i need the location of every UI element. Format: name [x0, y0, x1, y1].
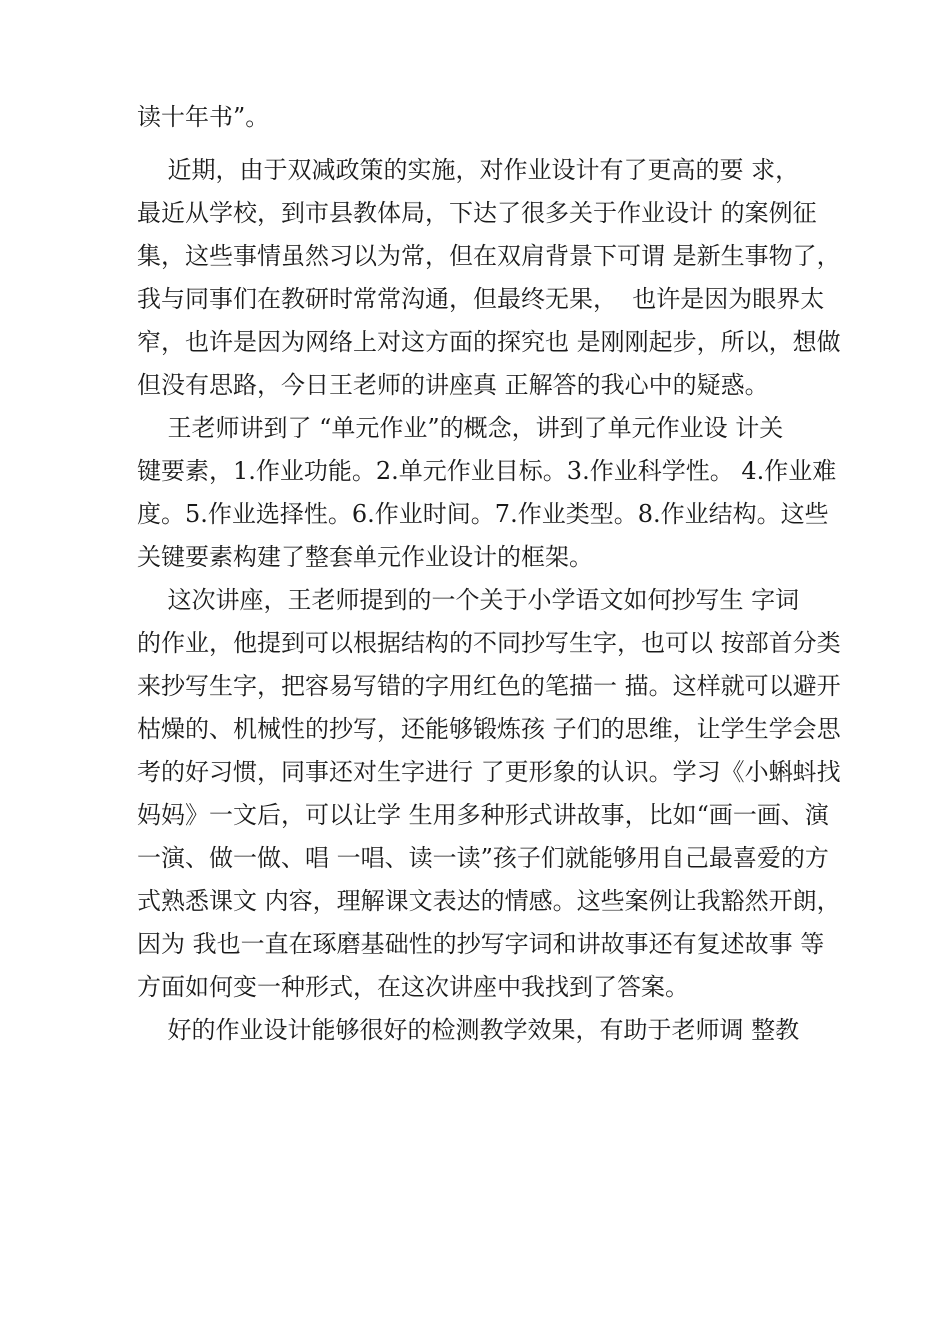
paragraph-3	[137, 407, 837, 579]
text-line: 度。5.作业选择性。6.作业时间。7.作业类型。8.作业结构。这些	[137, 500, 829, 528]
paragraph-5	[137, 1009, 837, 1052]
text-line: 最近从学校，到市县教体局，下达了很多关于作业设计 的案例征	[137, 199, 817, 227]
text-line: 集，这些事情虽然习以为常，但在双肩背景下可谓 是新生事物了，	[137, 242, 841, 270]
text-line: 妈妈》一文后，可以让学 生用多种形式讲故事，比如“画一画、演	[137, 801, 829, 829]
text-line: 的作业，他提到可以根据结构的不同抄写生字，也可以 按部首分类	[137, 629, 841, 657]
text-line: 式熟悉课文 内容，理解课文表达的情感。这些案例让我豁然开朗，	[137, 887, 841, 915]
text-line: 关键要素构建了整套单元作业设计的框架。	[137, 543, 593, 571]
text-line: 考的好习惯，同事还对生字进行 了更形象的认识。学习《小蝌蚪找	[137, 758, 841, 786]
text-line: 近期，由于双减政策的实施，对作业设计有了更高的要 求，	[137, 156, 800, 184]
text-line: 枯燥的、机械性的抄写，还能够锻炼孩 子们的思维，让学生学会思	[137, 715, 841, 743]
document-body	[137, 96, 841, 1052]
text-line: 这次讲座，王老师提到的一个关于小学语文如何抄写生 字词	[137, 586, 800, 614]
text-line: 一演、做一做、唱 一唱、读一读”孩子们就能够用自己最喜爱的方	[137, 844, 829, 872]
text-line: 好的作业设计能够很好的检测教学效果，有助于老师调 整教	[137, 1016, 800, 1044]
paragraph-gap	[137, 139, 837, 149]
text-line: 来抄写生字，把容易写错的字用红色的笔描一 描。这样就可以避开	[137, 672, 841, 700]
text-line: 窄，也许是因为网络上对这方面的探究也 是刚刚起步，所以，想做	[137, 328, 841, 356]
text-line: 王老师讲到了 “单元作业”的概念，讲到了单元作业设 计关	[137, 414, 784, 442]
text-line: 方面如何变一种形式，在这次讲座中我找到了答案。	[137, 973, 689, 1001]
paragraph-2	[137, 149, 841, 407]
text-line: 但没有思路，今日王老师的讲座真 正解答的我心中的疑惑。	[137, 371, 769, 399]
text-line: 我与同事们在教研时常常沟通，但最终无果， 也许是因为眼界太	[137, 285, 825, 313]
paragraph-4	[137, 579, 841, 1009]
paragraph-1	[137, 96, 837, 139]
text-line: 键要素，1.作业功能。2.单元作业目标。3.作业科学性。 4.作业难	[137, 457, 837, 485]
text-line: 读十年书”。	[137, 103, 270, 131]
text-line: 因为 我也一直在琢磨基础性的抄写字词和讲故事还有复述故事 等	[137, 930, 825, 958]
